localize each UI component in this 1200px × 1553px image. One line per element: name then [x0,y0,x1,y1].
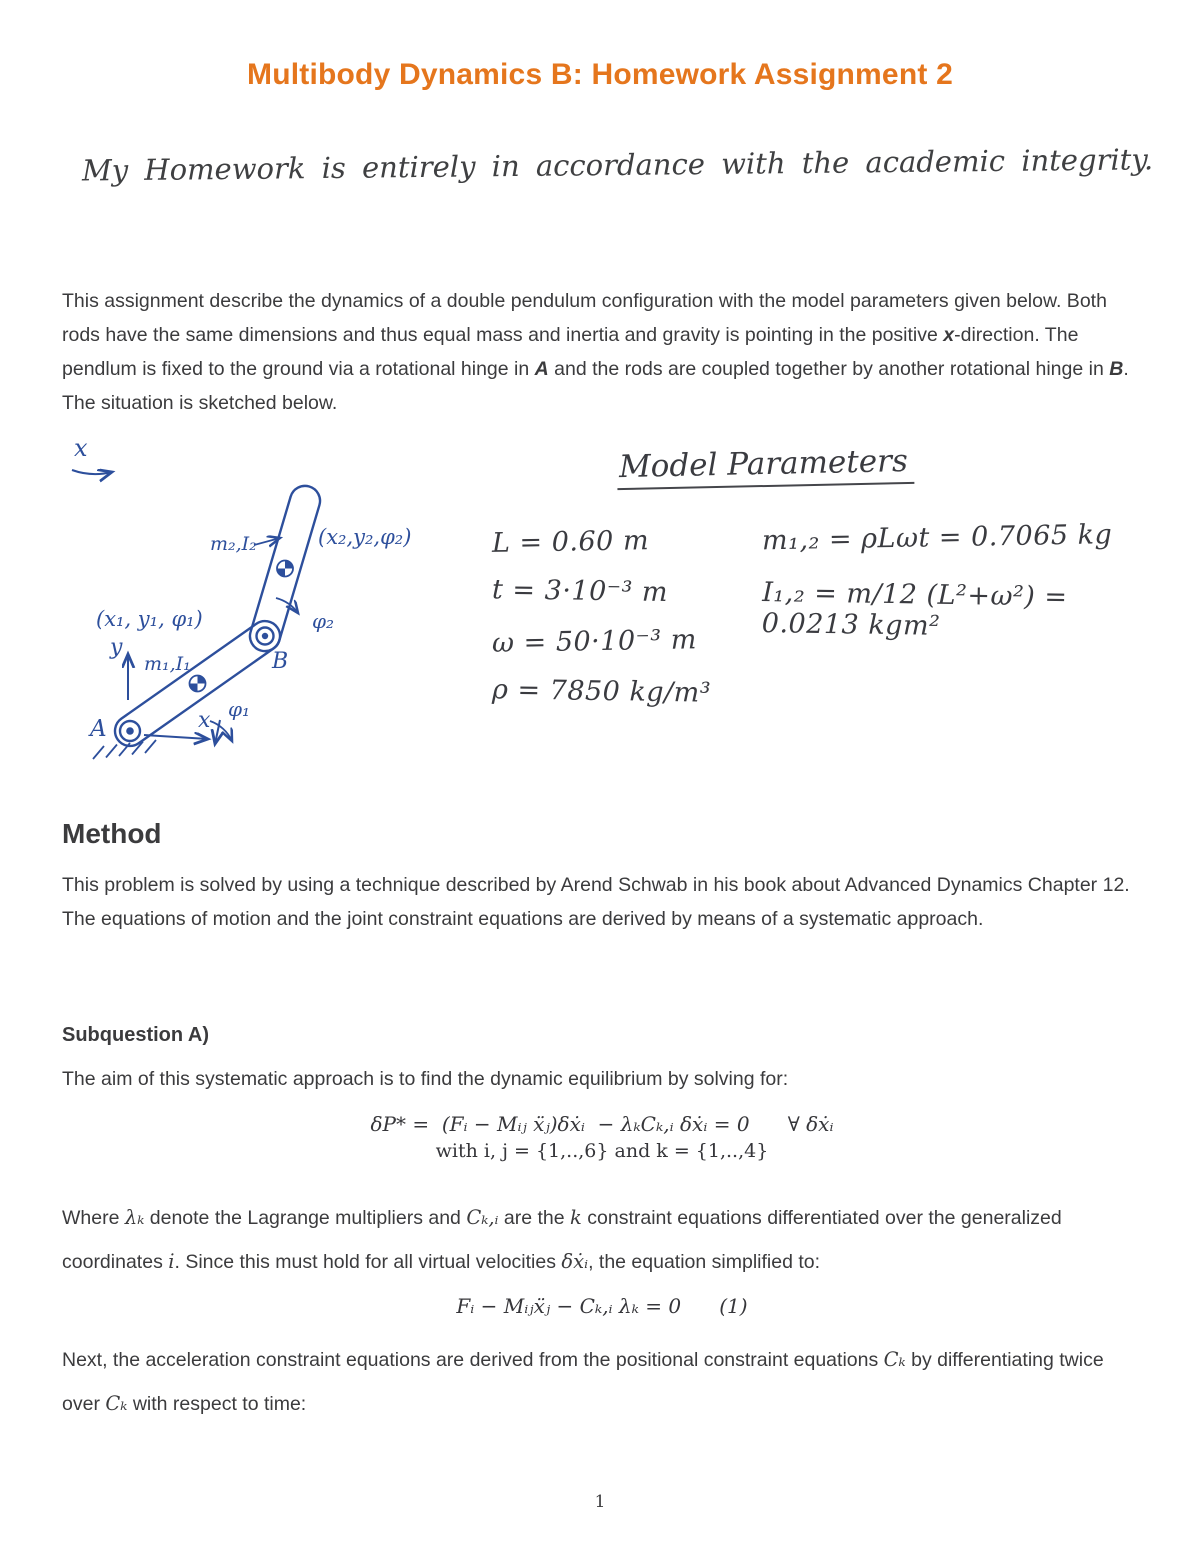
virtual-power-equation [62,1112,1142,1162]
subquestion-a-heading: Subquestion A) [62,1024,210,1046]
intro-text-segment: . The situation is sketched below. [62,358,1129,414]
rod1-mass-label: m₁,I₁ [144,653,191,675]
intro-variable-x: x [943,324,955,346]
hinge-b-label: B [272,649,289,674]
hinge-a-pin [126,727,134,735]
where-text-segment: . Since this must hold for all virtual velocities [174,1251,562,1273]
rod1-coords-label: (x₁, y₁, φ₁) [96,607,203,631]
model-parameters-right-column [761,519,1142,669]
equation-of-motion-line: Fᵢ − Mᵢⱼẍⱼ − Cₖ,ᵢ λₖ = 0 (1) [456,1294,748,1318]
param-rod-width: ω = 50·10⁻³ m [491,624,698,659]
phi1-label: φ₁ [228,697,251,721]
rod2-mass-label: m₂,I₂ [210,533,257,555]
next-paragraph [62,1338,1142,1426]
lambda-k-symbol: λₖ [124,1206,145,1229]
hinge-b-pin [262,633,268,639]
y-axis-label: y [110,635,123,660]
method-heading: Method [62,818,162,849]
where-text-segment: , the equation simplified to: [588,1251,821,1273]
model-parameters-title: Model Parameters [617,443,915,490]
model-parameters-left-column [492,526,711,726]
intro-text-segment: and the rods are coupled together by another rotational hinge in [548,358,1110,380]
method-paragraph: This problem is solved by using a technique described by Arend Schwab in his book about Advanced Dynamics Chapter 12. The equations of motion and the joint constraint equations are derived by means of a systematic approach. [62,874,1130,930]
com-symbol-rod1 [190,676,206,692]
intro-text-segment: This assignment describe the dynamics of a double pendulum configuration with the model parameters given below. Both rods have the same dimensions and thus equal mass and inertia and gravity is pointing in the positive [62,290,1107,346]
intro-text-segment: -direction. The pendlum is fixed to the ground via a rotational hinge in [62,324,1079,380]
intro-hinge-a: A [534,358,549,380]
double-pendulum-sketch [62,428,502,798]
gravity-direction-arrow [72,470,112,474]
model-parameters-block [467,428,1142,798]
param-rod-thickness: t = 3·10⁻³ m [491,574,669,609]
index-k-symbol: k [570,1206,582,1229]
virtual-power-equation-line2: with i, j = {1,..,6} and k = {1,..,4} [435,1140,769,1162]
next-text-segment: by differentiating twice over [62,1349,1104,1415]
subquestion-a-lead: The aim of this systematic approach is to find the dynamic equilibrium by solving for: [62,1068,789,1090]
phi2-label: φ₂ [312,609,335,633]
next-text-segment: with respect to time: [127,1393,307,1415]
index-i-symbol: i [168,1250,175,1273]
where-text-segment: denote the Lagrange multipliers and [144,1207,467,1229]
gravity-direction-label: x [74,434,88,462]
intro-hinge-b: B [1109,358,1124,380]
virtual-power-equation-line1: δP* = (Fᵢ − Mᵢⱼ ẍⱼ)δẋᵢ − λₖCₖ,ᵢ δẋᵢ = 0 ∀ δẋᵢ [370,1112,834,1136]
hinge-a-label: A [90,716,107,742]
param-density: ρ = 7850 kg/m³ [491,674,712,709]
handwritten-integrity-statement: My Homework is entirely in accordance with the academic integrity. [81,142,1154,188]
next-text-segment: Next, the acceleration constraint equations are derived from the positional constraint equations [62,1349,884,1371]
constraint-ck-symbol: Cₖ [883,1348,906,1371]
sketch-figure [62,428,1142,800]
document-title: Multibody Dynamics B: Homework Assignment 2 [247,58,953,91]
param-rod-length: L = 0.60 m [491,525,650,559]
where-paragraph [62,1196,1142,1284]
where-text-segment: Where [62,1207,125,1229]
where-text-segment: constraint equations differentiated over the generalized coordinates [62,1207,1062,1273]
virtual-velocity-symbol: δẋᵢ [561,1250,589,1273]
ground-hatching [93,740,156,759]
where-text-segment: are the [498,1207,571,1229]
x-axis-label: x [198,708,211,733]
constraint-jacobian-symbol: Cₖ,ᵢ [466,1206,499,1229]
equation-of-motion [62,1294,1142,1318]
intro-paragraph [62,284,1142,420]
param-inertia: I₁,₂ = m/12 (L²+ω²) = 0.0213 kgm² [761,577,1068,642]
page-number: 1 [594,1492,606,1512]
com-symbol-rod2 [277,561,293,577]
param-mass: m₁,₂ = ρLωt = 0.7065 kg [761,519,1113,557]
constraint-ck-symbol: Cₖ [105,1392,128,1415]
x-axis-arrow [144,735,208,739]
rod2-coords-label: (x₂,y₂,φ₂) [318,525,412,549]
phi1-arc [210,721,232,741]
